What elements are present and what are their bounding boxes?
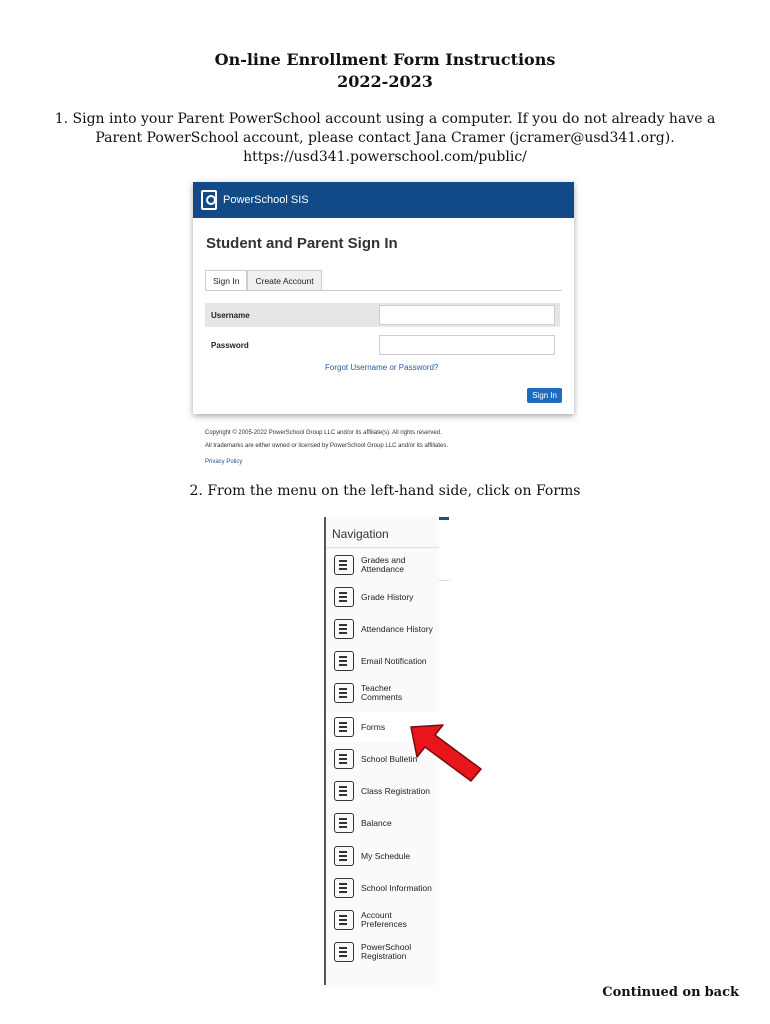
privacy-policy-link[interactable]: Privacy Policy [205, 459, 243, 465]
powerschool-registration-icon [334, 942, 354, 962]
copyright-text: Copyright © 2005-2022 PowerSchool Group LLC and/or its affiliate(s). All rights reserved. [205, 430, 442, 436]
nav-item-grade-history[interactable] [334, 587, 439, 607]
grade-history-icon [334, 587, 354, 607]
password-input[interactable] [379, 335, 555, 355]
nav-item-label: Email Notification [361, 655, 427, 666]
trademarks-text: All trademarks are either owned or licensed by PowerSchool Group LLC and/or its affiliates. [205, 443, 449, 449]
nav-item-label: Balance [361, 817, 392, 828]
step-2-instructions: 2. From the menu on the left-hand side, click on Forms [189, 483, 581, 499]
document-title: On-line Enrollment Form Instructions [214, 50, 556, 69]
tab-create-account[interactable]: Create Account [247, 270, 321, 291]
nav-item-class-registration[interactable] [334, 781, 439, 801]
nav-item-account-preferences[interactable] [334, 910, 439, 930]
powerschool-header [193, 182, 574, 218]
nav-item-label: Account Preferences [361, 910, 407, 929]
password-label: Password [211, 340, 249, 350]
nav-item-email-notification[interactable] [334, 651, 439, 671]
nav-item-label: Attendance History [361, 623, 433, 634]
forms-icon [334, 717, 354, 737]
nav-item-label: PowerSchool Registration [361, 942, 412, 961]
nav-item-attendance-history[interactable] [334, 619, 439, 639]
username-label: Username [211, 310, 250, 320]
tab-divider [205, 290, 562, 291]
school-icon [334, 878, 354, 898]
step-1-url: https://usd341.powerschool.com/public/ [243, 149, 527, 165]
nav-item-label: Grade History [361, 591, 414, 602]
signin-tabs [205, 270, 322, 291]
forgot-credentials-link[interactable]: Forgot Username or Password? [325, 363, 439, 372]
registration-icon [334, 781, 354, 801]
username-row [205, 303, 560, 327]
preferences-icon [334, 910, 354, 930]
login-screenshot [193, 182, 574, 414]
calendar-icon [334, 846, 354, 866]
nav-item-school-information[interactable] [334, 878, 439, 898]
nav-item-label: School Bulletin [361, 753, 418, 764]
nav-item-label: My Schedule [361, 850, 411, 861]
attendance-history-icon [334, 619, 354, 639]
bulletin-icon [334, 749, 354, 769]
nav-item-label: Teacher Comments [361, 683, 403, 702]
sign-in-button[interactable]: Sign In [527, 388, 562, 403]
email-icon [334, 651, 354, 671]
comments-icon [334, 683, 354, 703]
navigation-heading-divider [326, 547, 439, 548]
continued-back: back [704, 985, 739, 1000]
nav-item-label: Class Registration [361, 785, 430, 796]
continued-label: Continued on [602, 985, 701, 1000]
nav-item-label: School Information [361, 882, 432, 893]
nav-item-my-schedule[interactable] [334, 846, 439, 866]
balance-icon [334, 813, 354, 833]
nav-item-powerschool-registration[interactable] [334, 942, 439, 962]
nav-item-grades-attendance[interactable] [334, 555, 439, 575]
password-row [205, 333, 560, 357]
nav-item-label: Grades and Attendance [361, 555, 406, 574]
step-1-text: 1. Sign into your Parent PowerSchool account using a computer. If you do not already have a Parent PowerSchool account, please contact Jana Cramer (jcramer@usd341.org). [54, 111, 716, 146]
step-1-instructions [40, 110, 730, 167]
continued-note [602, 985, 743, 1000]
powerschool-logo-icon [201, 190, 217, 210]
document-year: 2022-2023 [337, 72, 433, 91]
tab-sign-in[interactable]: Sign In [205, 270, 247, 291]
powerschool-header-title: PowerSchool SIS [223, 194, 309, 206]
nav-item-balance[interactable] [334, 813, 439, 833]
signin-heading: Student and Parent Sign In [206, 235, 398, 252]
navigation-heading: Navigation [332, 527, 389, 541]
nav-item-teacher-comments[interactable] [334, 683, 439, 703]
username-input[interactable] [379, 305, 555, 325]
grades-icon [334, 555, 354, 575]
red-arrow-icon [409, 723, 485, 783]
nav-item-label: Forms [361, 721, 386, 732]
